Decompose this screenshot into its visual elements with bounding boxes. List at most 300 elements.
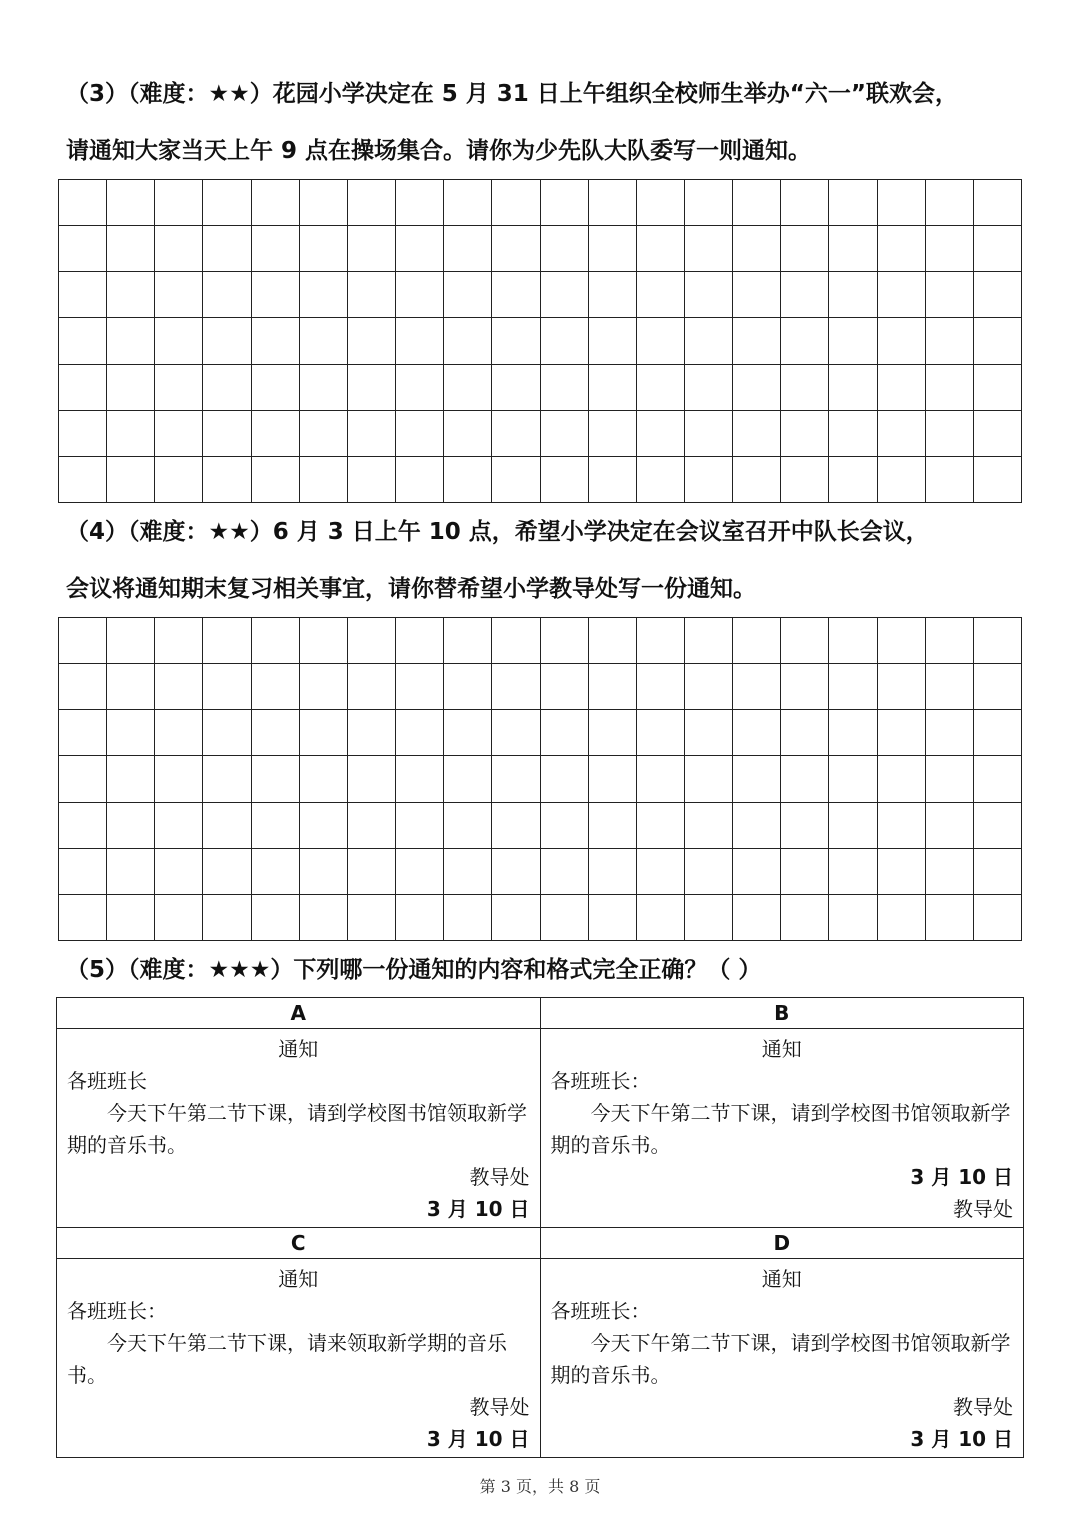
- grid-cell[interactable]: [203, 849, 251, 895]
- grid-cell[interactable]: [444, 318, 492, 364]
- grid-cell[interactable]: [396, 457, 444, 503]
- grid-cell[interactable]: [878, 457, 926, 503]
- grid-cell[interactable]: [396, 710, 444, 756]
- grid-cell[interactable]: [107, 618, 155, 664]
- grid-cell[interactable]: [300, 318, 348, 364]
- grid-cell[interactable]: [974, 710, 1022, 756]
- grid-cell[interactable]: [685, 664, 733, 710]
- grid-cell[interactable]: [589, 272, 637, 318]
- grid-cell[interactable]: [59, 895, 107, 941]
- grid-cell[interactable]: [300, 180, 348, 226]
- grid-cell[interactable]: [252, 272, 300, 318]
- grid-cell[interactable]: [59, 365, 107, 411]
- grid-cell[interactable]: [541, 664, 589, 710]
- grid-cell[interactable]: [252, 756, 300, 802]
- grid-cell[interactable]: [589, 895, 637, 941]
- grid-cell[interactable]: [733, 272, 781, 318]
- grid-cell[interactable]: [781, 803, 829, 849]
- grid-cell[interactable]: [107, 803, 155, 849]
- grid-cell[interactable]: [974, 411, 1022, 457]
- grid-cell[interactable]: [878, 365, 926, 411]
- grid-cell[interactable]: [348, 272, 396, 318]
- grid-cell[interactable]: [252, 226, 300, 272]
- options-table: [56, 997, 1024, 1458]
- grid-cell[interactable]: [685, 272, 733, 318]
- grid-cell[interactable]: [541, 756, 589, 802]
- grid-cell[interactable]: [685, 618, 733, 664]
- grid-cell[interactable]: [733, 849, 781, 895]
- grid-cell[interactable]: [878, 226, 926, 272]
- grid-cell[interactable]: [107, 664, 155, 710]
- grid-cell[interactable]: [541, 411, 589, 457]
- grid-cell[interactable]: [492, 849, 540, 895]
- grid-cell[interactable]: [541, 457, 589, 503]
- grid-cell[interactable]: [637, 272, 685, 318]
- grid-cell[interactable]: [348, 618, 396, 664]
- grid-cell[interactable]: [59, 272, 107, 318]
- grid-cell[interactable]: [155, 710, 203, 756]
- grid-cell[interactable]: [252, 318, 300, 364]
- grid-cell[interactable]: [829, 226, 877, 272]
- grid-cell[interactable]: [107, 272, 155, 318]
- grid-cell[interactable]: [59, 411, 107, 457]
- grid-cell[interactable]: [348, 180, 396, 226]
- grid-cell[interactable]: [203, 457, 251, 503]
- grid-cell[interactable]: [733, 803, 781, 849]
- grid-cell[interactable]: [492, 457, 540, 503]
- option-b-notice: [540, 1029, 1024, 1228]
- grid-cell[interactable]: [878, 803, 926, 849]
- grid-cell[interactable]: [829, 710, 877, 756]
- option-a-label[interactable]: A: [57, 998, 541, 1029]
- grid-cell[interactable]: [444, 710, 492, 756]
- grid-cell[interactable]: [733, 618, 781, 664]
- grid-cell[interactable]: [203, 411, 251, 457]
- grid-cell[interactable]: [926, 272, 974, 318]
- grid-cell[interactable]: [974, 272, 1022, 318]
- grid-cell[interactable]: [637, 457, 685, 503]
- grid-cell[interactable]: [637, 895, 685, 941]
- grid-cell[interactable]: [781, 365, 829, 411]
- grid-cell[interactable]: [541, 849, 589, 895]
- grid-cell[interactable]: [781, 710, 829, 756]
- grid-cell[interactable]: [589, 365, 637, 411]
- grid-cell[interactable]: [444, 756, 492, 802]
- grid-cell[interactable]: [829, 457, 877, 503]
- grid-cell[interactable]: [829, 272, 877, 318]
- grid-cell[interactable]: [396, 803, 444, 849]
- grid-cell[interactable]: [974, 849, 1022, 895]
- grid-cell[interactable]: [781, 180, 829, 226]
- grid-cell[interactable]: [348, 457, 396, 503]
- grid-cell[interactable]: [300, 411, 348, 457]
- grid-cell[interactable]: [878, 618, 926, 664]
- grid-cell[interactable]: [878, 272, 926, 318]
- grid-cell[interactable]: [396, 272, 444, 318]
- grid-cell[interactable]: [926, 803, 974, 849]
- grid-cell[interactable]: [878, 849, 926, 895]
- grid-cell[interactable]: [829, 664, 877, 710]
- grid-cell[interactable]: [203, 895, 251, 941]
- grid-cell[interactable]: [252, 365, 300, 411]
- grid-cell[interactable]: [781, 849, 829, 895]
- option-d-label[interactable]: D: [540, 1228, 1024, 1259]
- option-c-notice: [57, 1259, 541, 1458]
- grid-cell[interactable]: [685, 895, 733, 941]
- grid-cell[interactable]: [829, 895, 877, 941]
- grid-cell[interactable]: [637, 618, 685, 664]
- grid-cell[interactable]: [541, 272, 589, 318]
- notice-body: 今天下午第二节下课，请到学校图书馆领取新学期的音乐书。: [550, 1331, 1011, 1387]
- grid-cell[interactable]: [300, 849, 348, 895]
- grid-cell[interactable]: [781, 457, 829, 503]
- grid-cell[interactable]: [300, 226, 348, 272]
- grid-cell[interactable]: [589, 664, 637, 710]
- grid-cell[interactable]: [733, 226, 781, 272]
- grid-cell[interactable]: [444, 365, 492, 411]
- notice-salutation: 各班班长：: [67, 1299, 167, 1323]
- grid-cell[interactable]: [155, 895, 203, 941]
- grid-cell[interactable]: [107, 318, 155, 364]
- grid-cell[interactable]: [252, 849, 300, 895]
- notice-title: 通知: [278, 1267, 319, 1291]
- notice-body: 今天下午第二节下课，请到学校图书馆领取新学期的音乐书。: [67, 1101, 527, 1157]
- grid-cell[interactable]: [733, 457, 781, 503]
- grid-cell[interactable]: [492, 272, 540, 318]
- grid-cell[interactable]: [492, 895, 540, 941]
- grid-cell[interactable]: [781, 618, 829, 664]
- grid-cell[interactable]: [733, 664, 781, 710]
- grid-cell[interactable]: [637, 756, 685, 802]
- grid-cell[interactable]: [396, 756, 444, 802]
- grid-cell[interactable]: [589, 457, 637, 503]
- grid-cell[interactable]: [203, 226, 251, 272]
- grid-cell[interactable]: [974, 803, 1022, 849]
- grid-cell[interactable]: [155, 756, 203, 802]
- grid-cell[interactable]: [878, 318, 926, 364]
- grid-cell[interactable]: [59, 849, 107, 895]
- grid-cell[interactable]: [444, 411, 492, 457]
- grid-cell[interactable]: [59, 710, 107, 756]
- grid-cell[interactable]: [444, 618, 492, 664]
- grid-cell[interactable]: [396, 365, 444, 411]
- grid-cell[interactable]: [348, 803, 396, 849]
- grid-cell[interactable]: [492, 618, 540, 664]
- grid-cell[interactable]: [878, 411, 926, 457]
- grid-cell[interactable]: [637, 710, 685, 756]
- grid-cell[interactable]: [733, 411, 781, 457]
- grid-cell[interactable]: [396, 226, 444, 272]
- grid-cell[interactable]: [203, 365, 251, 411]
- grid-cell[interactable]: [974, 895, 1022, 941]
- grid-cell[interactable]: [444, 180, 492, 226]
- grid-cell[interactable]: [300, 457, 348, 503]
- q3-writing-grid[interactable]: [58, 179, 1022, 503]
- grid-cell[interactable]: [541, 226, 589, 272]
- grid-cell[interactable]: [589, 710, 637, 756]
- grid-cell[interactable]: [781, 318, 829, 364]
- grid-cell[interactable]: [926, 756, 974, 802]
- grid-cell[interactable]: [492, 803, 540, 849]
- grid-cell[interactable]: [59, 756, 107, 802]
- grid-cell[interactable]: [155, 664, 203, 710]
- grid-cell[interactable]: [300, 664, 348, 710]
- grid-cell[interactable]: [252, 411, 300, 457]
- grid-cell[interactable]: [300, 756, 348, 802]
- grid-cell[interactable]: [878, 180, 926, 226]
- grid-cell[interactable]: [155, 457, 203, 503]
- grid-cell[interactable]: [492, 664, 540, 710]
- grid-cell[interactable]: [348, 756, 396, 802]
- grid-cell[interactable]: [829, 756, 877, 802]
- grid-cell[interactable]: [155, 365, 203, 411]
- grid-cell[interactable]: [974, 365, 1022, 411]
- grid-cell[interactable]: [107, 895, 155, 941]
- grid-cell[interactable]: [685, 365, 733, 411]
- grid-cell[interactable]: [492, 710, 540, 756]
- grid-cell[interactable]: [637, 226, 685, 272]
- grid-cell[interactable]: [300, 895, 348, 941]
- grid-cell[interactable]: [348, 365, 396, 411]
- grid-cell[interactable]: [300, 710, 348, 756]
- grid-cell[interactable]: [203, 710, 251, 756]
- grid-cell[interactable]: [878, 756, 926, 802]
- grid-cell[interactable]: [492, 318, 540, 364]
- grid-cell[interactable]: [829, 411, 877, 457]
- grid-cell[interactable]: [444, 226, 492, 272]
- grid-cell[interactable]: [685, 318, 733, 364]
- grid-cell[interactable]: [541, 618, 589, 664]
- grid-cell[interactable]: [781, 756, 829, 802]
- grid-cell[interactable]: [829, 618, 877, 664]
- grid-cell[interactable]: [348, 710, 396, 756]
- grid-cell[interactable]: [252, 895, 300, 941]
- grid-cell[interactable]: [589, 226, 637, 272]
- grid-cell[interactable]: [637, 849, 685, 895]
- grid-cell[interactable]: [733, 710, 781, 756]
- grid-cell[interactable]: [444, 803, 492, 849]
- q3-prompt-line1: （3）（难度：★★）花园小学决定在 5 月 31 日上午组织全校师生举办“六一”联欢会，: [66, 81, 959, 107]
- grid-cell[interactable]: [155, 618, 203, 664]
- q4-writing-grid[interactable]: [58, 617, 1022, 941]
- grid-cell[interactable]: [492, 411, 540, 457]
- grid-cell[interactable]: [444, 457, 492, 503]
- grid-cell[interactable]: [878, 710, 926, 756]
- grid-cell[interactable]: [829, 365, 877, 411]
- grid-cell[interactable]: [974, 226, 1022, 272]
- grid-cell[interactable]: [926, 710, 974, 756]
- grid-cell[interactable]: [252, 710, 300, 756]
- grid-cell[interactable]: [348, 664, 396, 710]
- grid-cell[interactable]: [733, 756, 781, 802]
- grid-cell[interactable]: [155, 272, 203, 318]
- grid-cell[interactable]: [781, 895, 829, 941]
- grid-cell[interactable]: [637, 180, 685, 226]
- grid-cell[interactable]: [444, 272, 492, 318]
- grid-cell[interactable]: [252, 180, 300, 226]
- grid-cell[interactable]: [878, 664, 926, 710]
- grid-cell[interactable]: [541, 318, 589, 364]
- grid-cell[interactable]: [252, 664, 300, 710]
- grid-cell[interactable]: [203, 803, 251, 849]
- grid-cell[interactable]: [685, 457, 733, 503]
- grid-cell[interactable]: [781, 411, 829, 457]
- grid-cell[interactable]: [974, 457, 1022, 503]
- grid-cell[interactable]: [59, 226, 107, 272]
- grid-cell[interactable]: [589, 803, 637, 849]
- grid-cell[interactable]: [252, 618, 300, 664]
- q4-prompt-line2: 会议将通知期末复习相关事宜，请你替希望小学教导处写一份通知。: [66, 576, 756, 602]
- grid-cell[interactable]: [492, 226, 540, 272]
- grid-cell[interactable]: [733, 318, 781, 364]
- grid-cell[interactable]: [155, 803, 203, 849]
- grid-cell[interactable]: [829, 180, 877, 226]
- grid-cell[interactable]: [974, 180, 1022, 226]
- grid-cell[interactable]: [396, 318, 444, 364]
- grid-cell[interactable]: [926, 457, 974, 503]
- grid-cell[interactable]: [685, 710, 733, 756]
- grid-cell[interactable]: [733, 365, 781, 411]
- grid-cell[interactable]: [107, 457, 155, 503]
- grid-cell[interactable]: [155, 318, 203, 364]
- grid-cell[interactable]: [107, 411, 155, 457]
- option-d-notice: [540, 1259, 1024, 1458]
- grid-cell[interactable]: [300, 803, 348, 849]
- grid-cell[interactable]: [589, 849, 637, 895]
- grid-cell[interactable]: [829, 803, 877, 849]
- grid-cell[interactable]: [300, 618, 348, 664]
- grid-cell[interactable]: [926, 618, 974, 664]
- notice-sign-line1: 教导处: [953, 1395, 1013, 1419]
- grid-cell[interactable]: [589, 318, 637, 364]
- grid-cell[interactable]: [926, 365, 974, 411]
- grid-cell[interactable]: [444, 664, 492, 710]
- grid-cell[interactable]: [541, 180, 589, 226]
- grid-cell[interactable]: [59, 803, 107, 849]
- option-b-label[interactable]: B: [540, 998, 1024, 1029]
- grid-cell[interactable]: [252, 457, 300, 503]
- grid-cell[interactable]: [781, 272, 829, 318]
- notice-body: 今天下午第二节下课，请来领取新学期的音乐书。: [67, 1331, 507, 1387]
- grid-cell[interactable]: [396, 618, 444, 664]
- grid-cell[interactable]: [974, 618, 1022, 664]
- grid-cell[interactable]: [396, 849, 444, 895]
- grid-cell[interactable]: [926, 664, 974, 710]
- grid-cell[interactable]: [348, 849, 396, 895]
- grid-cell[interactable]: [541, 710, 589, 756]
- grid-cell[interactable]: [637, 318, 685, 364]
- grid-cell[interactable]: [541, 895, 589, 941]
- grid-cell[interactable]: [203, 318, 251, 364]
- grid-cell[interactable]: [685, 226, 733, 272]
- notice-sign-line1: 教导处: [469, 1165, 530, 1189]
- grid-cell[interactable]: [541, 803, 589, 849]
- grid-cell[interactable]: [926, 226, 974, 272]
- grid-cell[interactable]: [733, 180, 781, 226]
- grid-cell[interactable]: [59, 664, 107, 710]
- option-c-label[interactable]: C: [57, 1228, 541, 1259]
- grid-cell[interactable]: [396, 895, 444, 941]
- grid-cell[interactable]: [685, 411, 733, 457]
- grid-cell[interactable]: [829, 849, 877, 895]
- grid-cell[interactable]: [396, 180, 444, 226]
- grid-cell[interactable]: [300, 272, 348, 318]
- grid-cell[interactable]: [59, 318, 107, 364]
- grid-cell[interactable]: [685, 180, 733, 226]
- grid-cell[interactable]: [541, 365, 589, 411]
- grid-cell[interactable]: [492, 756, 540, 802]
- grid-cell[interactable]: [155, 226, 203, 272]
- grid-cell[interactable]: [637, 803, 685, 849]
- grid-cell[interactable]: [107, 756, 155, 802]
- grid-cell[interactable]: [348, 411, 396, 457]
- grid-cell[interactable]: [974, 318, 1022, 364]
- grid-cell[interactable]: [252, 803, 300, 849]
- grid-cell[interactable]: [59, 457, 107, 503]
- grid-cell[interactable]: [155, 180, 203, 226]
- grid-cell[interactable]: [107, 710, 155, 756]
- grid-cell[interactable]: [926, 895, 974, 941]
- grid-cell[interactable]: [637, 365, 685, 411]
- grid-cell[interactable]: [348, 226, 396, 272]
- grid-cell[interactable]: [203, 756, 251, 802]
- grid-cell[interactable]: [107, 849, 155, 895]
- grid-cell[interactable]: [829, 318, 877, 364]
- grid-cell[interactable]: [974, 664, 1022, 710]
- grid-cell[interactable]: [492, 365, 540, 411]
- grid-cell[interactable]: [348, 318, 396, 364]
- grid-cell[interactable]: [203, 180, 251, 226]
- grid-cell[interactable]: [396, 664, 444, 710]
- grid-cell[interactable]: [926, 318, 974, 364]
- grid-cell[interactable]: [203, 272, 251, 318]
- grid-cell[interactable]: [589, 180, 637, 226]
- grid-cell[interactable]: [348, 895, 396, 941]
- grid-cell[interactable]: [203, 664, 251, 710]
- grid-cell[interactable]: [155, 411, 203, 457]
- grid-cell[interactable]: [107, 365, 155, 411]
- grid-cell[interactable]: [59, 180, 107, 226]
- grid-cell[interactable]: [878, 895, 926, 941]
- grid-cell[interactable]: [589, 756, 637, 802]
- grid-cell[interactable]: [926, 849, 974, 895]
- grid-cell[interactable]: [781, 664, 829, 710]
- grid-cell[interactable]: [107, 180, 155, 226]
- notice-sign-line2: 3 月 10 日: [426, 1197, 530, 1221]
- grid-cell[interactable]: [733, 895, 781, 941]
- grid-cell[interactable]: [926, 411, 974, 457]
- grid-cell[interactable]: [685, 803, 733, 849]
- grid-cell[interactable]: [300, 365, 348, 411]
- grid-cell[interactable]: [685, 756, 733, 802]
- grid-cell[interactable]: [637, 411, 685, 457]
- grid-cell[interactable]: [492, 180, 540, 226]
- grid-cell[interactable]: [155, 849, 203, 895]
- grid-cell[interactable]: [926, 180, 974, 226]
- grid-cell[interactable]: [396, 411, 444, 457]
- grid-cell[interactable]: [781, 226, 829, 272]
- grid-cell[interactable]: [974, 756, 1022, 802]
- grid-cell[interactable]: [444, 849, 492, 895]
- grid-cell[interactable]: [589, 618, 637, 664]
- grid-cell[interactable]: [589, 411, 637, 457]
- grid-cell[interactable]: [107, 226, 155, 272]
- grid-cell[interactable]: [444, 895, 492, 941]
- grid-cell[interactable]: [203, 618, 251, 664]
- grid-cell[interactable]: [685, 849, 733, 895]
- grid-cell[interactable]: [59, 618, 107, 664]
- grid-cell[interactable]: [637, 664, 685, 710]
